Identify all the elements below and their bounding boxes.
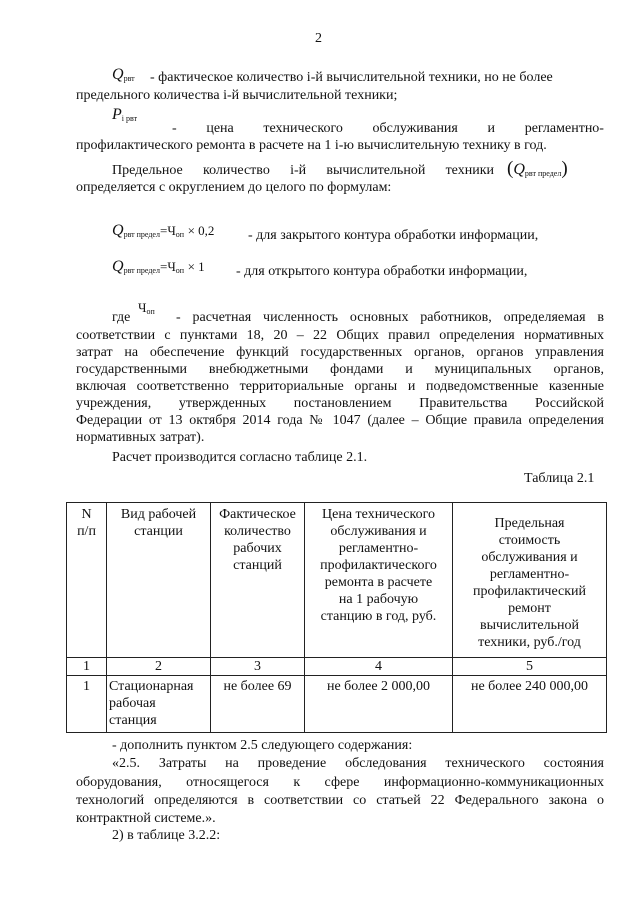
header-price: [305, 503, 453, 658]
calc-text: Расчет производится согласно таблице 2.1.: [112, 450, 368, 465]
limit-q-subscript: рвт предел: [524, 169, 562, 178]
p-word-4: и: [487, 121, 496, 136]
limit-line-1: [112, 163, 494, 179]
p-word-2: технического: [263, 121, 343, 136]
colnum-3: 3: [211, 658, 305, 676]
header-limit-l4: регламентно-: [489, 567, 570, 582]
item-2: 2) в таблице 3.2.2:: [112, 828, 221, 843]
limit-word-1: Предельное: [112, 163, 183, 178]
where-line-8: нормативных затрат).: [76, 430, 205, 445]
p-definition-line-2: профилактического ремонта в расчете на 1 i-ю вычислительную технику в год.: [76, 138, 547, 153]
header-price-l2: обслуживания и: [330, 524, 427, 539]
table-number-row: [67, 658, 607, 676]
header-price-l7: станцию в год, руб.: [320, 609, 437, 624]
header-qty-l2: количество: [224, 524, 291, 539]
where-word: где: [112, 310, 131, 325]
f1-q: Q: [112, 222, 124, 239]
f1-eq: =: [159, 223, 168, 238]
p-word-3: обслуживания: [372, 121, 458, 136]
header-price-l6: на 1 рабочую: [338, 592, 419, 607]
header-qty-l4: станций: [233, 558, 282, 573]
addition-text: - дополнить пунктом 2.5 следующего содержания:: [112, 738, 413, 753]
row-limit: не более 240 000,00: [453, 676, 607, 733]
p-symbol: [112, 106, 137, 124]
table-row: [67, 676, 607, 733]
header-price-l3: регламентно-: [338, 541, 419, 556]
header-n-l1: N: [81, 507, 92, 522]
f1-rhs: × 0,2: [187, 223, 215, 238]
header-qty: [211, 503, 305, 658]
p-definition-line-1: [172, 121, 604, 137]
header-limit-l5: профилактический: [472, 584, 587, 599]
f1-q-sub: рвт предел: [123, 230, 160, 239]
header-type: [107, 503, 211, 658]
q-letter: Q: [112, 66, 124, 83]
header-limit-l6: ремонт: [508, 601, 551, 616]
header-price-l5: ремонта в расчете: [324, 575, 433, 590]
colnum-1: 1: [67, 658, 107, 676]
q-definition-line-1: - фактическое количество i-й вычислительной техники, но не более: [150, 70, 553, 85]
f2-rhs: × 1: [187, 259, 205, 274]
header-limit-l2: стоимость: [498, 533, 561, 548]
formula-open-desc: - для открытого контура обработки информации,: [236, 264, 528, 279]
colnum-4: 4: [305, 658, 453, 676]
header-limit-l1: Предельная: [494, 516, 565, 531]
row-type: [107, 676, 211, 733]
limit-word-3: i-й: [290, 163, 307, 178]
header-qty-l1: Фактическое: [219, 507, 296, 522]
where-line-1: - расчетная численность основных работников, определяемая в: [176, 310, 604, 325]
header-n-l2: п/п: [77, 524, 96, 539]
where-line-6: учреждения, утвержденных постановлением Правительства Российской: [76, 396, 604, 411]
row-type-l1: Стационарная: [109, 679, 194, 694]
p-word-1: цена: [206, 121, 234, 136]
header-limit-l8: техники, руб./год: [478, 635, 581, 650]
where-line-7: Федерации от 13 октября 2014 года № 1047 (далее – Общие правила определения: [76, 413, 604, 428]
where-ch: Ч: [138, 300, 147, 315]
f2-q-sub: рвт предел: [123, 266, 160, 275]
where-ch-symbol: [138, 300, 155, 317]
limit-line-2: определяется с округлением до целого по формулам:: [76, 180, 392, 195]
where-line-5: включая соответственно территориальные органы и подведомственные казенные: [76, 379, 604, 394]
f2-ch-sub: оп: [175, 266, 185, 275]
limit-word-5: техники: [445, 163, 494, 178]
q-subscript: рвт: [123, 74, 135, 83]
limit-q-letter: Q: [513, 161, 525, 178]
header-limit-l7: вычислительной: [480, 618, 579, 633]
p-dash: -: [172, 121, 177, 136]
header-price-l1: Цена технического: [322, 507, 435, 522]
limit-paren-symbol: $(Q_{рвт предел})$: [507, 158, 568, 179]
q-definition-line-2: предельного количества i-й вычислительной техники;: [76, 88, 398, 103]
table-header-row: [67, 503, 607, 658]
limit-word-4: вычислительной: [326, 163, 426, 178]
p-letter: P: [112, 106, 122, 123]
f1-ch: Ч: [167, 223, 176, 238]
row-qty: не более 69: [211, 676, 305, 733]
header-price-l4: профилактического: [320, 558, 437, 573]
clause-line-1: «2.5. Затраты на проведение обследования технического состояния: [112, 756, 604, 771]
f1-ch-sub: оп: [175, 230, 185, 239]
header-type-l1: Вид рабочей: [120, 507, 197, 522]
where-ch-sub: оп: [146, 307, 155, 316]
row-price: не более 2 000,00: [305, 676, 453, 733]
where-line-2: соответствии с пунктами 18, 20 – 22 Общих правил определения нормативных: [76, 328, 604, 343]
workstation-table: [66, 502, 607, 733]
f2-ch: Ч: [167, 259, 176, 274]
p-subscript: i рвт: [121, 114, 138, 123]
formula-closed-desc: - для закрытого контура обработки информации,: [248, 228, 539, 243]
header-qty-l3: рабочих: [233, 541, 282, 556]
header-limit: [453, 503, 607, 658]
formula-closed: [112, 222, 214, 240]
f2-q: Q: [112, 258, 124, 275]
header-type-l2: станции: [134, 524, 183, 539]
page-number: 2: [315, 31, 322, 46]
where-line-4: государственными внебюджетными фондами и муниципальных органов,: [76, 362, 604, 377]
table-caption: Таблица 2.1: [524, 471, 595, 486]
row-type-l3: станция: [109, 713, 157, 728]
p-word-5: регламентно-: [524, 121, 604, 136]
formula-open: [112, 258, 205, 276]
q-symbol: [112, 66, 135, 84]
f2-eq: =: [159, 259, 168, 274]
clause-line-4: контрактной системе.».: [76, 811, 216, 826]
where-line-3: затрат на обеспечение функций государственных органов, органов управления: [76, 345, 604, 360]
header-n: [67, 503, 107, 658]
clause-line-2: оборудования, относящегося к сфере информационно-коммуникационных: [76, 775, 604, 790]
clause-line-3: технологий определяются в соответствии со статьей 22 Федерального закона о: [76, 793, 604, 808]
colnum-5: 5: [453, 658, 607, 676]
limit-word-2: количество: [202, 163, 270, 178]
colnum-2: 2: [107, 658, 211, 676]
header-limit-l3: обслуживания и: [481, 550, 578, 565]
row-type-l2: рабочая: [109, 696, 156, 711]
row-n: 1: [67, 676, 107, 733]
